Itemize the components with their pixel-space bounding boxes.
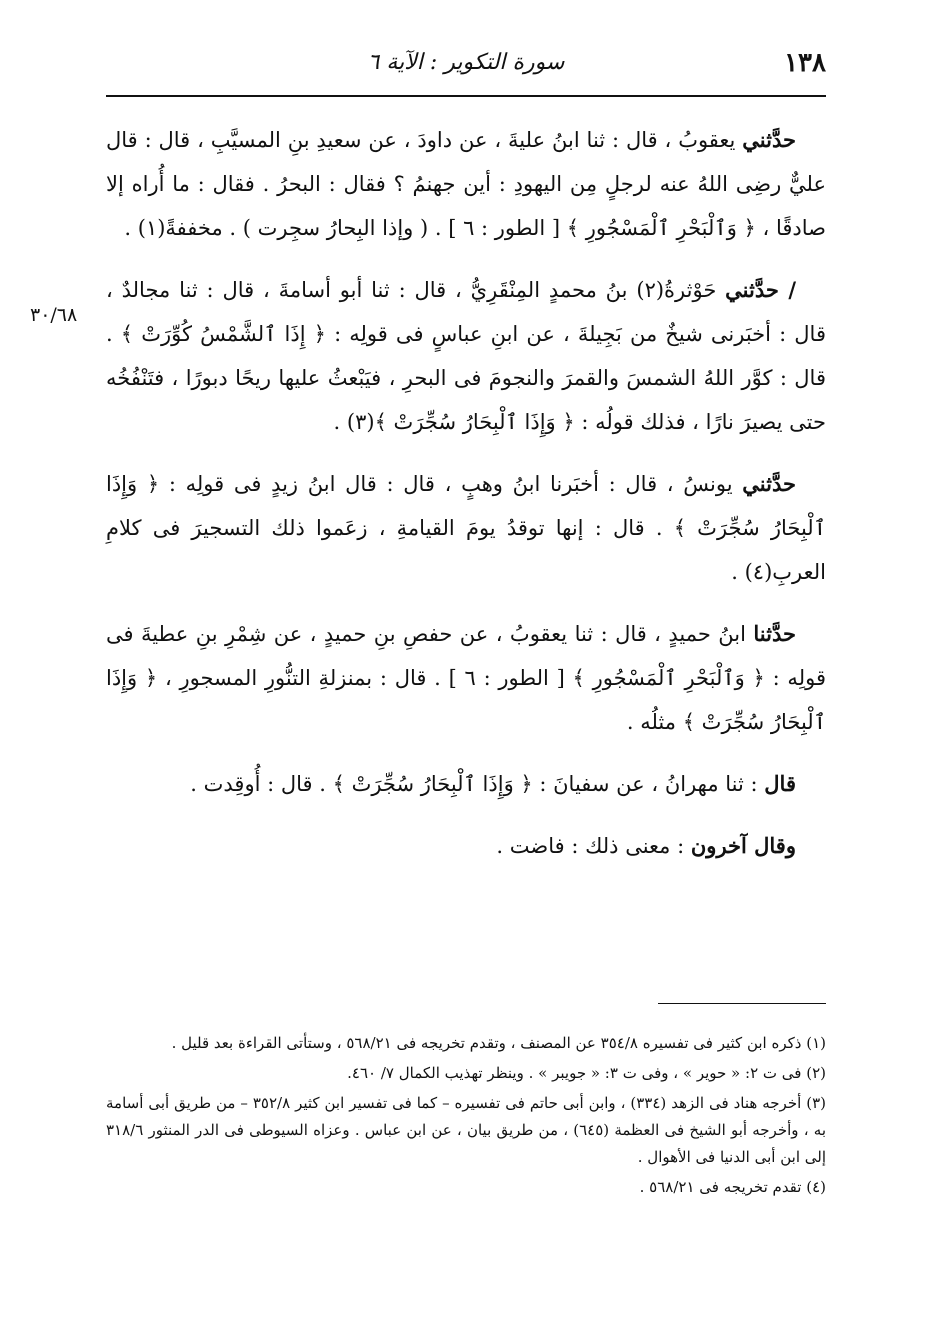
paragraph-text: ابنُ حميدٍ ، قال : ثنا يعقوبُ ، عن حفصِ بنِ حميدٍ ، عن شِمْرِ بنِ عطيةَ فى قولِه : ﴿ وَٱلْبَحْرِ ٱلْمَسْجُورِ ﴾ [ الطور : ٦ ] . قال : بمنزلةِ التنُّورِ المسجورِ ، ﴿ وَإِذَا ٱلْبِحَارُ سُجِّرَتْ ﴾ مثلُه . [106, 622, 826, 734]
paragraph-lead: / حدَّثني [725, 277, 797, 302]
paragraph-lead: قال [764, 771, 796, 796]
footnote: (٣) أخرجه هناد فى الزهد (٣٣٤) ، وابن أبى حاتم فى تفسيره – كما فى تفسير ابن كثير ٣٥٢/٨ – من طريق أبى أسامة به ، وأخرجه أبو الشيخ فى العظمة (٦٤٥) ، من طريق بيان ، عن ابن عباس . وعزاه السيوطى فى الدر المنثور ٣١٨/٦ إلى ابن أبى الدنيا فى الأهوال . [106, 1094, 826, 1166]
paragraph-text: يونسُ ، قال : أخبَرنا ابنُ وهبٍ ، قال : قال ابنُ زيدٍ فى قولِه : ﴿ وَإِذَا ٱلْبِحَارُ سُجِّرَتْ ﴾ . قال : إنها توقدُ يومَ القيامةِ ، زعَموا ذلك التسجيرَ فى كلامِ العربِ(٤) . [106, 472, 826, 584]
paragraph [106, 462, 826, 594]
paragraph-text: : معنى ذلك : فاضت . [496, 834, 685, 858]
footnote: (٤) تقدم تخريجه فى ٥٦٨/٢١ . [639, 1178, 826, 1196]
footnote-divider [658, 1003, 826, 1004]
paragraph [106, 118, 826, 250]
paragraph-lead: حدَّثنا [753, 621, 796, 646]
paragraph-lead: حدَّثني [742, 127, 796, 152]
paragraph-text: يعقوبُ ، قال : ثنا ابنُ عليةَ ، عن داودَ ، عن سعيدِ بنِ المسيَّبِ ، قال : قال عليٌّ رضِى اللهُ عنه لرجلٍ مِن اليهودِ : أين جهنمُ ؟ فقال : البحرُ . فقال : ما أُراه إلا صادقًا ، ﴿ وَٱلْبَحْرِ ٱلْمَسْجُورِ ﴾ [ الطور : ٦ ] . ( وإذا البِحارُ سجِرت ) . مخففةً(١) . [106, 128, 826, 240]
header-divider [106, 95, 826, 97]
footnote: (٢) فى ت ٢: « حوير » ، وفى ت ٣: « جويبر » . وينظر تهذيب الكمال ٧/ ٤٦٠. [347, 1064, 826, 1082]
page-number: ١٣٨ [784, 48, 826, 78]
paragraph [106, 762, 826, 806]
margin-reference: ٣٠/٦٨ [30, 304, 78, 326]
running-title: سورة التكوير : الآية ٦ [367, 50, 565, 75]
paragraph-text: حَوْثرةُ(٢) بنُ محمدٍ المِنْقَرِيُّ ، قال : ثنا أبو أسامةَ ، قال : ثنا مجالدٌ ، قال : أخبَرنى شيخٌ من بَجِيلةَ ، عن ابنِ عباسٍ فى قولِه : ﴿ إِذَا ٱلشَّمْسُ كُوِّرَتْ ﴾ . قال : كوَّر اللهُ الشمسَ والقمرَ والنجومَ فى البحرِ ، فيَبْعثُ عليها ريحًا دبورًا ، فتَنْفُخُه حتى يصيرَ نارًا ، فذلك قولُه : ﴿ وَإِذَا ٱلْبِحَارُ سُجِّرَتْ ﴾(٣) . [106, 278, 826, 434]
paragraph [106, 268, 826, 444]
paragraph [106, 824, 826, 868]
main-text [106, 118, 826, 886]
footnote: (١) ذكره ابن كثير فى تفسيره ٣٥٤/٨ عن المصنف ، وتقدم تخريجه فى ٥٦٨/٢١ ، وستأتى القراءة بعد قليل . [171, 1034, 826, 1052]
paragraph [106, 612, 826, 744]
paragraph-text: : ثنا مهرانُ ، عن سفيانَ : ﴿ وَإِذَا ٱلْبِحَارُ سُجِّرَتْ ﴾ . قال : أُوقِدت . [190, 772, 758, 796]
paragraph-lead: حدَّثني [742, 471, 796, 496]
page-header [106, 40, 826, 90]
footnotes [106, 1030, 826, 1204]
paragraph-lead: وقال آخرون [690, 833, 796, 858]
